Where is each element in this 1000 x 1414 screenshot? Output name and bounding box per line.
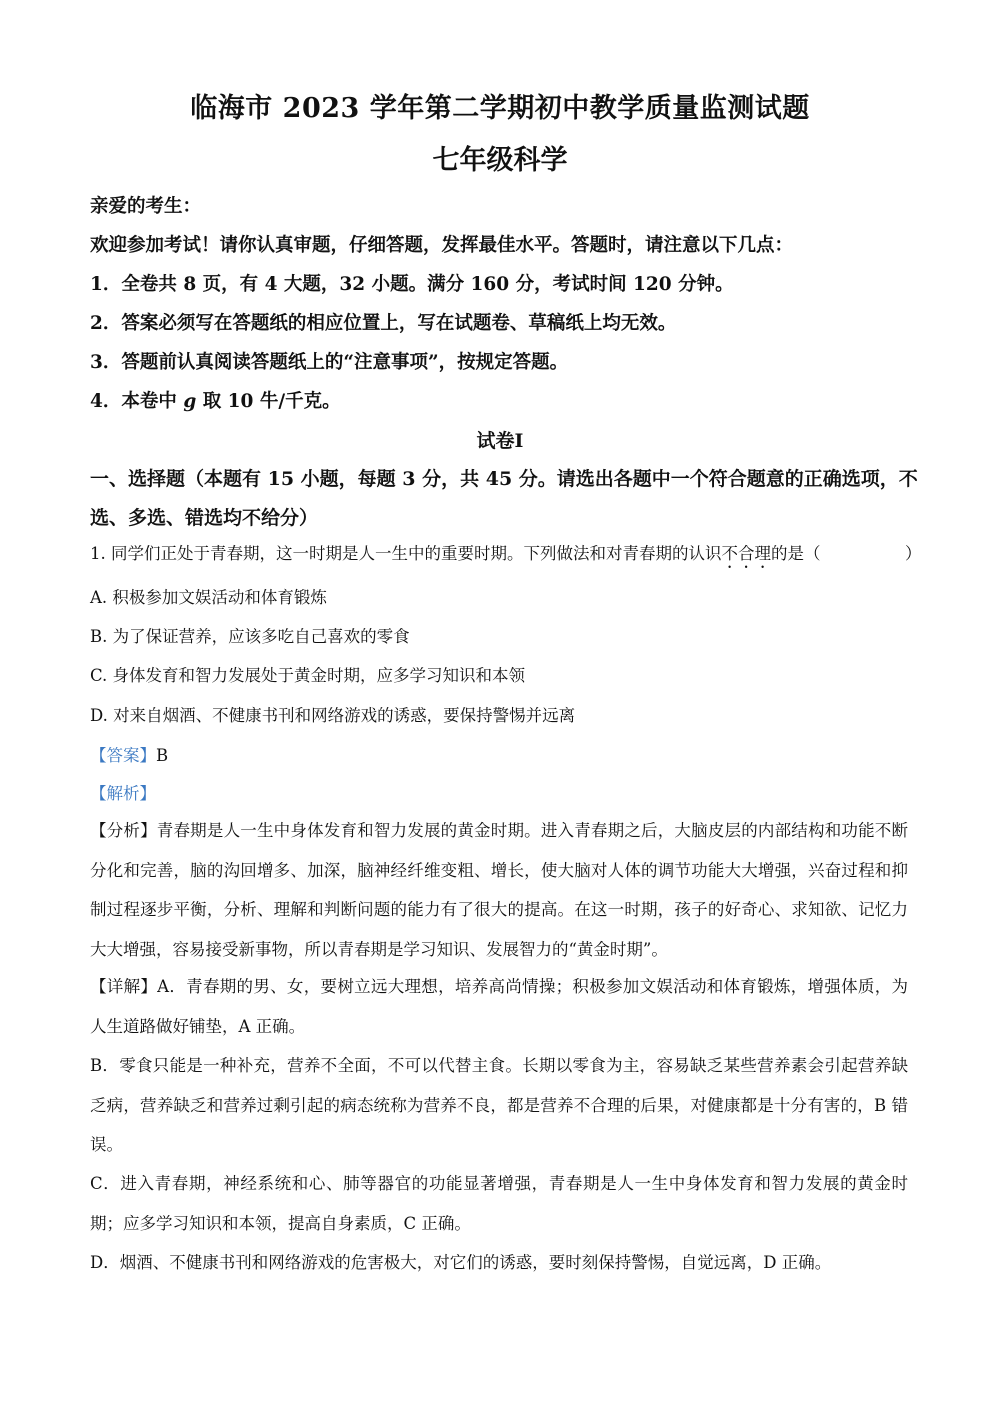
option-c: C. 身体发育和智力发展处于黄金时期，应多学习知识和本领 — [90, 666, 526, 685]
greeting: 亲爱的考生： — [90, 196, 202, 217]
page-title: 临海市 2023 学年第二学期初中教学质量监测试题 — [190, 93, 810, 124]
explanation-detail-b: B．零食只能是一种补充，营养不全面，不可以代替主食。长期以零食为主，容易缺乏某些营养素会引起营养缺乏病，营养缺乏和营养过剩引起的病态统称为营养不良，都是营养不合理的后果，对健康都是十分有害的，B 错误。 — [90, 1056, 908, 1154]
option-d: D. 对来自烟酒、不健康书刊和网络游戏的诱惑，要保持警惕并远离 — [90, 706, 576, 725]
instruction-item-3: 3．答题前认真阅读答题纸上的“注意事项”，按规定答题。 — [90, 352, 569, 373]
welcome-text: 欢迎参加考试！请你认真审题，仔细答题，发挥最佳水平。答题时，请注意以下几点： — [90, 235, 794, 256]
explanation-detail-a: 【详解】A．青春期的男、女，要树立远大理想，培养高尚情操；积极参加文娱活动和体育锻炼，增强体质，为人生道路做好铺垫，A 正确。 — [90, 977, 908, 1036]
explanation-detail-c: C．进入青春期，神经系统和心、肺等器官的功能显著增强，青春期是人一生中身体发育和智力发展的黄金时期；应多学习知识和本领，提高自身素质，C 正确。 — [90, 1174, 908, 1233]
instruction-item-4-prefix: 4．本卷中 — [90, 391, 184, 412]
gravity-symbol: g — [183, 391, 197, 412]
instruction-item-4 — [90, 387, 920, 413]
answer-line — [90, 742, 168, 766]
instruction-item-1: 1．全卷共 8 页，有 4 大题，32 小题。满分 160 分，考试时间 120 分钟。 — [90, 274, 734, 295]
question-stem-emphasis: 不合理 — [721, 544, 771, 563]
page-subtitle: 七年级科学 — [432, 145, 568, 176]
question-stem-main: 1. 同学们正处于青春期，这一时期是人一生中的重要时期。下列做法和对青春期的认识 — [90, 544, 722, 563]
instruction-item-2: 2．答案必须写在答题纸的相应位置上，写在试题卷、草稿纸上均无效。 — [90, 313, 677, 334]
instruction-item-4-suffix: 取 10 牛/千克。 — [196, 391, 341, 412]
explanation-analysis: 【分析】青春期是人一生中身体发育和智力发展的黄金时期。进入青春期之后，大脑皮层的内部结构和功能不断分化和完善，脑的沟回增多、加深，脑神经纤维变粗、增长，使大脑对人体的调节功能大大增强，兴奋过程和抑制过程逐步平衡，分析、理解和判断问题的能力有了很大的提高。在这一时期，孩子的好奇心、求知欲、记忆力大大增强，容易接受新事物，所以青春期是学习知识、发展智力的“黄金时期”。 — [90, 821, 908, 959]
option-b: B. 为了保证营养，应该多吃自己喜欢的零食 — [90, 627, 410, 646]
section-heading: 一、选择题（本题有 15 小题，每题 3 分，共 45 分。请选出各题中一个符合题意的正确选项，不选、多选、错选均不给分） — [90, 468, 918, 529]
answer-value: B — [156, 746, 169, 765]
option-a: A. 积极参加文娱活动和体育锻炼 — [90, 588, 327, 607]
question-stem-end: 的是（ — [771, 544, 821, 563]
question-stem — [90, 540, 821, 572]
explanation-detail-d: D．烟酒、不健康书刊和网络游戏的危害极大，对它们的诱惑，要时刻保持警惕，自觉远离，D 正确。 — [90, 1253, 832, 1272]
analysis-label: 【解析】 — [90, 784, 156, 803]
answer-label: 【答案】 — [90, 746, 156, 765]
question-stem-close: ） — [905, 544, 922, 563]
paper-label: 试卷Ⅰ — [476, 430, 524, 452]
